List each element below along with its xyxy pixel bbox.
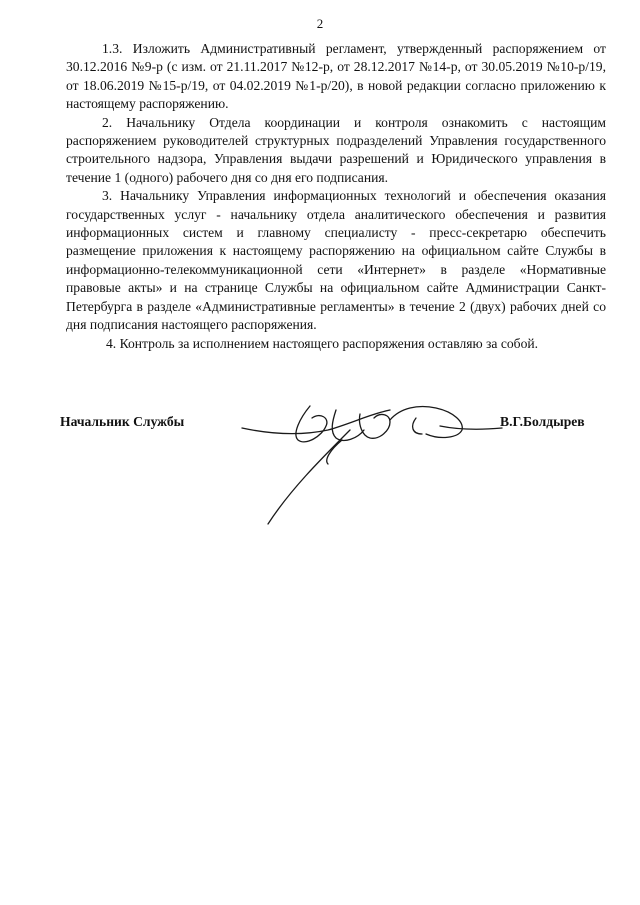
paragraph-1-3: 1.3. Изложить Административный регламент, утвержденный распоряжением от 30.12.2016 №9-р (с изм. от 21.11.2017 №12-р, от 28.12.2017 №14-р, от 30.05.2019 №10-р/19, от 18.06.2019 №15-р/19, от 04.02.2019 №1-р/20), в новой редакции согласно приложению к настоящему распоряжению. (66, 41, 606, 112)
document-body (66, 40, 606, 353)
signer-title: Начальник Службы (60, 414, 185, 429)
page-number: 2 (316, 16, 324, 31)
signer-name: В.Г.Болдырев (500, 414, 585, 429)
paragraph-3: 3. Начальнику Управления информационных технологий и обеспечения оказания государственных услуг - начальнику отдела аналитического обеспечения и развития информационных систем и главному специалисту - пресс-секретарю обеспечить размещение приложения к настоящему распоряжению на официальном сайте Службы в информационно-телекоммуникационной сети «Интернет» в разделе «Нормативные правовые акты» и на странице Службы на официальном сайте Администрации Санкт-Петербурга в разделе «Административные регламенты» в течение 2 (двух) рабочих дней со дня подписания настоящего распоряжения. (66, 188, 606, 333)
signature-block (0, 400, 640, 540)
paragraph-4: 4. Контроль за исполнением настоящего распоряжения оставляю за собой. (106, 335, 539, 351)
handwritten-signature (240, 400, 520, 540)
paragraph-2: 2. Начальнику Отдела координации и контроля ознакомить с настоящим распоряжением руководителей структурных подразделений Управления государственного строительного надзора, Управления выдачи разрешений и Юридического управления в течение 1 (одного) рабочего дня со дня его подписания. (66, 114, 606, 185)
